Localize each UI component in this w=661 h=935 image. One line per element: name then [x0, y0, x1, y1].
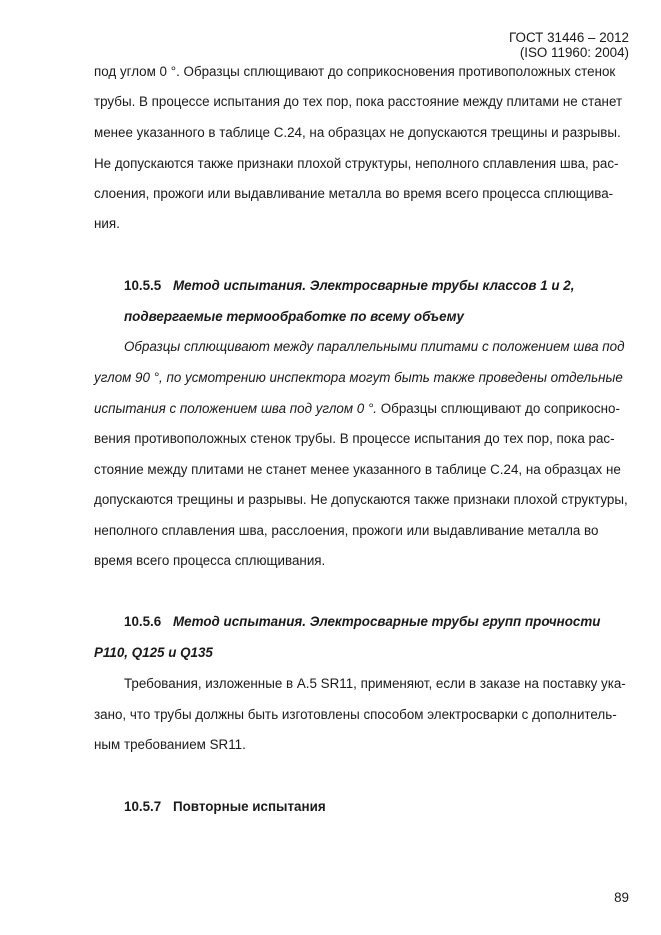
text-fragment: Образцы сплющивают до соприкосно-: [377, 401, 620, 416]
standard-code: ГОСТ 31446 – 2012: [509, 30, 629, 45]
section-title: Метод испытания. Электросварные трубы групп прочности: [173, 614, 601, 629]
text-line: стояние между плитами не станет менее указанного в таблице С.24, на образцах не: [94, 462, 621, 477]
text-line: неполного сплавления шва, расслоения, прожоги или выдавливание металла во: [94, 523, 599, 538]
section-number: 10.5.5: [124, 278, 162, 293]
section-title: Метод испытания. Электросварные трубы классов 1 и 2,: [173, 278, 575, 293]
text-line: Требования, изложенные в А.5 SR11, применяют, если в заказе на поставку ука-: [124, 676, 626, 691]
text-line: время всего процесса сплющивания.: [94, 553, 326, 568]
text-line: вения противоположных стенок трубы. В процессе испытания до тех пор, пока рас-: [94, 431, 615, 446]
section-heading-10-5-6: [124, 614, 600, 630]
text-line: [94, 401, 620, 417]
text-line: под углом 0 °. Образцы сплющивают до соприкосновения противоположных стенок: [94, 64, 616, 79]
italic-fragment: испытания с положением шва под углом 0 °.: [94, 401, 378, 416]
text-line: менее указанного в таблице С.24, на образцах не допускаются трещины и разрывы.: [94, 125, 621, 140]
section-title-continued: Р110, Q125 и Q135: [94, 645, 213, 660]
section-heading-10-5-5: [124, 278, 574, 294]
text-line: ным требованием SR11.: [94, 737, 246, 752]
text-line: Образцы сплющивают между параллельными плитами с положением шва под: [124, 339, 625, 354]
section-title: Повторные испытания: [173, 799, 326, 814]
section-number: 10.5.6: [124, 614, 162, 629]
text-line: трубы. В процессе испытания до тех пор, пока расстояние между плитами не станет: [94, 94, 623, 109]
text-line: Не допускаются также признаки плохой структуры, неполного сплавления шва, рас-: [94, 156, 619, 171]
text-line: допускаются трещины и разрывы. Не допускаются также признаки плохой структуры,: [94, 492, 628, 507]
text-line: слоения, прожоги или выдавливание металла во время всего процесса сплющива-: [94, 186, 614, 201]
iso-reference: (ISO 11960: 2004): [519, 45, 629, 60]
section-number: 10.5.7: [124, 799, 162, 814]
text-line: ния.: [94, 216, 120, 231]
section-title-continued: подвергаемые термообработке по всему объему: [124, 309, 464, 324]
text-line: углом 90 °, по усмотрению инспектора могут быть также проведены отдельные: [94, 370, 623, 385]
section-heading-10-5-7: [124, 799, 326, 815]
page-number: 89: [614, 890, 629, 905]
document-header: [509, 30, 629, 60]
text-line: зано, что трубы должны быть изготовлены способом электросварки с дополнитель-: [94, 707, 617, 722]
